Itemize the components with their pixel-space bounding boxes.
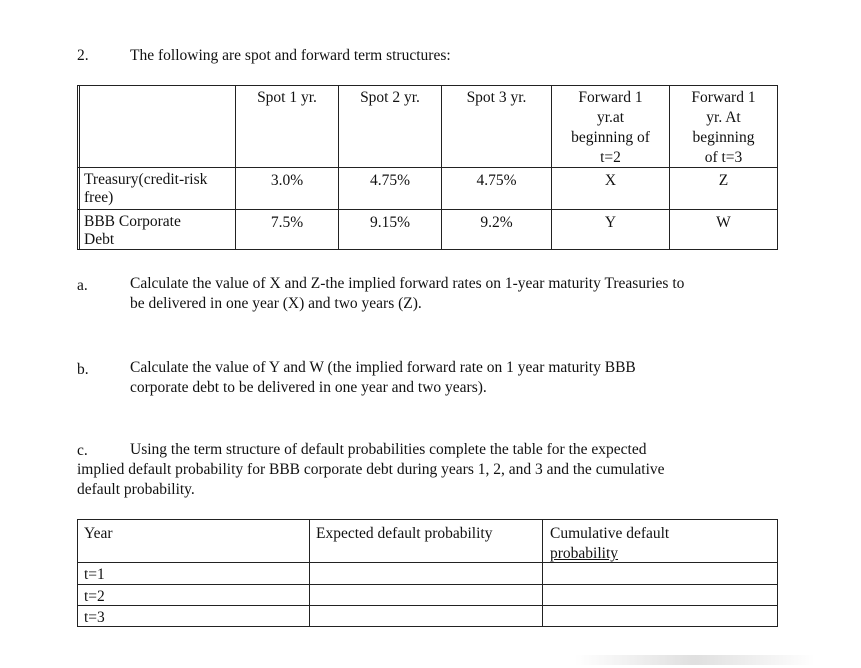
part-a-label: a. — [77, 277, 88, 294]
bbb-spot-1yr: 7.5% — [270, 214, 304, 231]
part-b-text: Calculate the value of Y and W (the implied forward rate on 1 year maturity BBB corporate debt to be delivered in one year and two years). — [130, 359, 636, 396]
header-expected-default: Expected default probability — [316, 525, 493, 542]
row-bbb-label: BBB Corporate Debt — [84, 213, 181, 248]
header-forward-t2: Forward 1 yr.at beginning of t=2 — [571, 89, 650, 166]
treasury-spot-3yr: 4.75% — [476, 172, 517, 189]
part-c-first-line: Using the term structure of default probabilities complete the table for the expected — [130, 441, 647, 458]
header-spot-2yr: Spot 2 yr. — [360, 89, 420, 106]
bbb-forward-t2: Y — [604, 214, 617, 231]
header-forward-t3: Forward 1 yr. At beginning of t=3 — [691, 89, 756, 166]
row-treasury-label: Treasury(credit-risk free) — [84, 171, 208, 206]
treasury-forward-t2: X — [604, 172, 617, 189]
question-intro: The following are spot and forward term structures: — [130, 47, 451, 64]
part-a-text: Calculate the value of X and Z-the implied forward rates on 1-year maturity Treasuries to be delivered in one year (X) and two years (Z). — [130, 275, 685, 312]
treasury-spot-2yr: 4.75% — [369, 172, 411, 189]
question-number: 2. — [77, 47, 89, 64]
part-b-label: b. — [77, 361, 89, 378]
year-row-t3: t=3 — [84, 609, 105, 626]
part-c-text: implied default probability for BBB corporate debt during years 1, 2, and 3 and the cumulative default probability. — [77, 461, 665, 498]
header-spot-3yr: Spot 3 yr. — [466, 89, 527, 106]
header-year: Year — [84, 525, 113, 542]
page-edge-shadow — [575, 655, 815, 665]
bbb-spot-3yr: 9.2% — [480, 214, 513, 231]
header-cumulative-default: Cumulative default probability — [550, 525, 670, 562]
bbb-spot-2yr: 9.15% — [369, 214, 411, 231]
year-row-t1: t=1 — [84, 566, 105, 583]
part-c-label: c. — [77, 442, 88, 459]
treasury-forward-t3: Z — [718, 172, 729, 189]
year-row-t2: t=2 — [84, 588, 105, 605]
treasury-spot-1yr: 3.0% — [270, 172, 304, 189]
bbb-forward-t3: W — [716, 214, 731, 231]
header-spot-1yr: Spot 1 yr. — [257, 89, 317, 106]
